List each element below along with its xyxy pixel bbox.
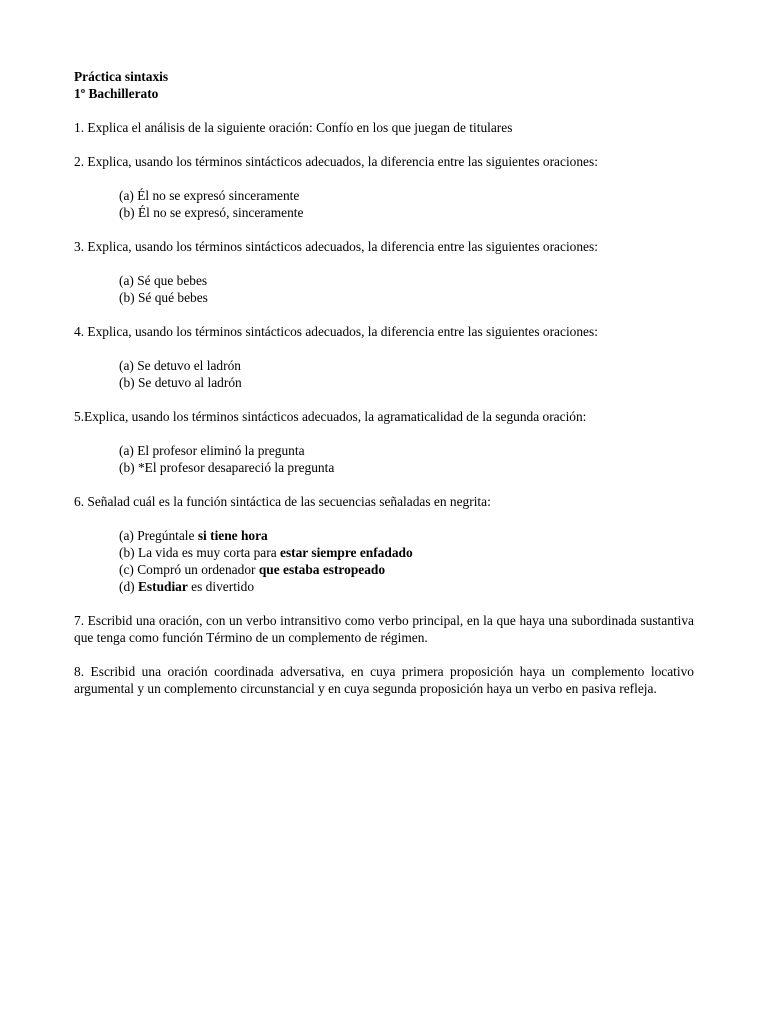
option-3b: (b) Sé qué bebes [119,290,208,305]
question-4: 4. Explica, usando los términos sintácticos adecuados, la diferencia entre las siguientes oraciones: [74,324,598,339]
option-6d [119,578,694,595]
question-3-options [74,272,694,306]
question-5: 5.Explica, usando los términos sintácticos adecuados, la agramaticalidad de la segunda oración: [74,409,587,424]
option-4b: (b) Se detuvo al ladrón [119,375,242,390]
bold-sequence: Estudiar [137,579,188,594]
option-5a: (a) El profesor eliminó la pregunta [119,443,305,458]
option-5b: (b) *El profesor desapareció la pregunta [119,460,335,475]
option-2a: (a) Él no se expresó sinceramente [119,188,300,203]
question-2-options [74,187,694,221]
option-text: (c) Compró un ordenador [119,562,259,577]
document-title: Práctica sintaxis [74,69,169,84]
document-page [74,68,694,697]
question-3: 3. Explica, usando los términos sintácticos adecuados, la diferencia entre las siguientes oraciones: [74,239,598,254]
bold-sequence: si tiene hora [197,528,268,543]
option-text: (a) Pregúntale [119,528,198,543]
question-8: 8. Escribid una oración coordinada adversativa, en cuya primera proposición haya un complemento locativo argumental y un complemento circunstancial y en cuya segunda proposición haya un verbo en pasiva refleja. [74,664,694,696]
option-2b: (b) Él no se expresó, sinceramente [119,205,304,220]
option-text: es divertido [187,579,255,594]
option-3a: (a) Sé que bebes [119,273,208,288]
bold-sequence: estar siempre enfadado [280,545,413,560]
option-text: (b) La vida es muy corta para [119,545,280,560]
option-4a: (a) Se detuvo el ladrón [119,358,241,373]
document-subtitle: 1º Bachillerato [74,86,159,101]
option-6c [119,561,694,578]
question-1: 1. Explica el análisis de la siguiente oración: Confío en los que juegan de titulares [74,120,513,135]
question-2: 2. Explica, usando los términos sintácticos adecuados, la diferencia entre las siguientes oraciones: [74,154,598,169]
question-7: 7. Escribid una oración, con un verbo intransitivo como verbo principal, en la que haya una subordinada sustantiva que tenga como función Término de un complemento de régimen. [74,613,694,645]
question-6-options [74,527,694,595]
option-text: (d) [119,579,138,594]
question-5-options [74,442,694,476]
option-6b [119,544,694,561]
bold-sequence: que estaba estropeado [258,562,386,577]
question-4-options [74,357,694,391]
question-6: 6. Señalad cuál es la función sintáctica de las secuencias señaladas en negrita: [74,494,491,509]
option-6a [119,527,694,544]
